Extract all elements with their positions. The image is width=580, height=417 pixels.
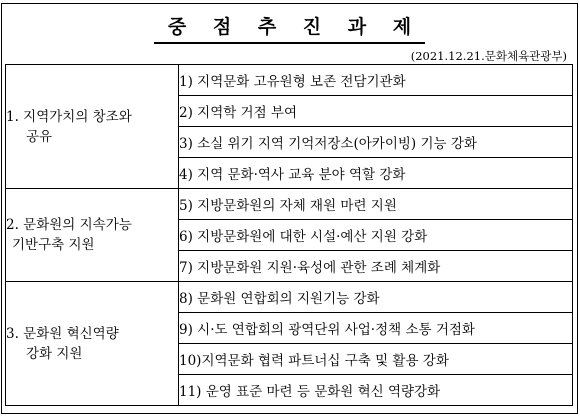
table-row — [6, 282, 573, 313]
area-label: 1. 지역가치의 창조와 — [6, 108, 132, 125]
document-title: 중 점 추 진 과 제 — [2, 12, 577, 44]
task-cell: 6) 지방문화원에 대한 시설·예산 지원 강화 — [179, 220, 573, 251]
area-label: 강화 지원 — [26, 345, 83, 362]
area-label: 2. 문화원의 지속가능 — [6, 217, 132, 233]
task-cell: 7) 지방문화원 지원·육성에 관한 조례 체계화 — [179, 251, 573, 282]
task-cell: 5) 지방문화원의 자체 재원 마련 지원 — [179, 189, 573, 220]
area-cell-1 — [6, 65, 179, 189]
area-label: 3. 문화원 혁신역량 — [6, 325, 119, 342]
task-cell: 10)지역문화 협력 파트너십 구축 및 활용 강화 — [179, 344, 573, 375]
task-cell: 1) 지역문화 고유원형 보존 전담기관화 — [179, 65, 573, 96]
area-label: 기반구축 지원 — [12, 237, 95, 253]
task-cell: 2) 지역학 거점 부여 — [179, 96, 573, 127]
table-row — [6, 189, 573, 220]
task-cell: 8) 문화원 연합회의 지원기능 강화 — [179, 282, 573, 313]
task-cell: 9) 시·도 연합회의 광역단위 사업·정책 소통 거점화 — [179, 313, 573, 344]
task-table — [5, 64, 573, 406]
table-row — [6, 65, 573, 96]
source-note: (2021.12.21.문화체육관광부) — [410, 49, 567, 63]
area-cell-3 — [6, 282, 179, 406]
area-label: 공유 — [26, 128, 53, 145]
task-cell: 4) 지역 문화·역사 교육 분야 역할 강화 — [179, 158, 573, 189]
task-cell: 11) 운영 표준 마련 등 문화원 혁신 역량강화 — [179, 375, 573, 406]
task-cell: 3) 소실 위기 지역 기억저장소(아카이빙) 기능 강화 — [179, 127, 573, 158]
area-cell-2 — [6, 189, 179, 282]
